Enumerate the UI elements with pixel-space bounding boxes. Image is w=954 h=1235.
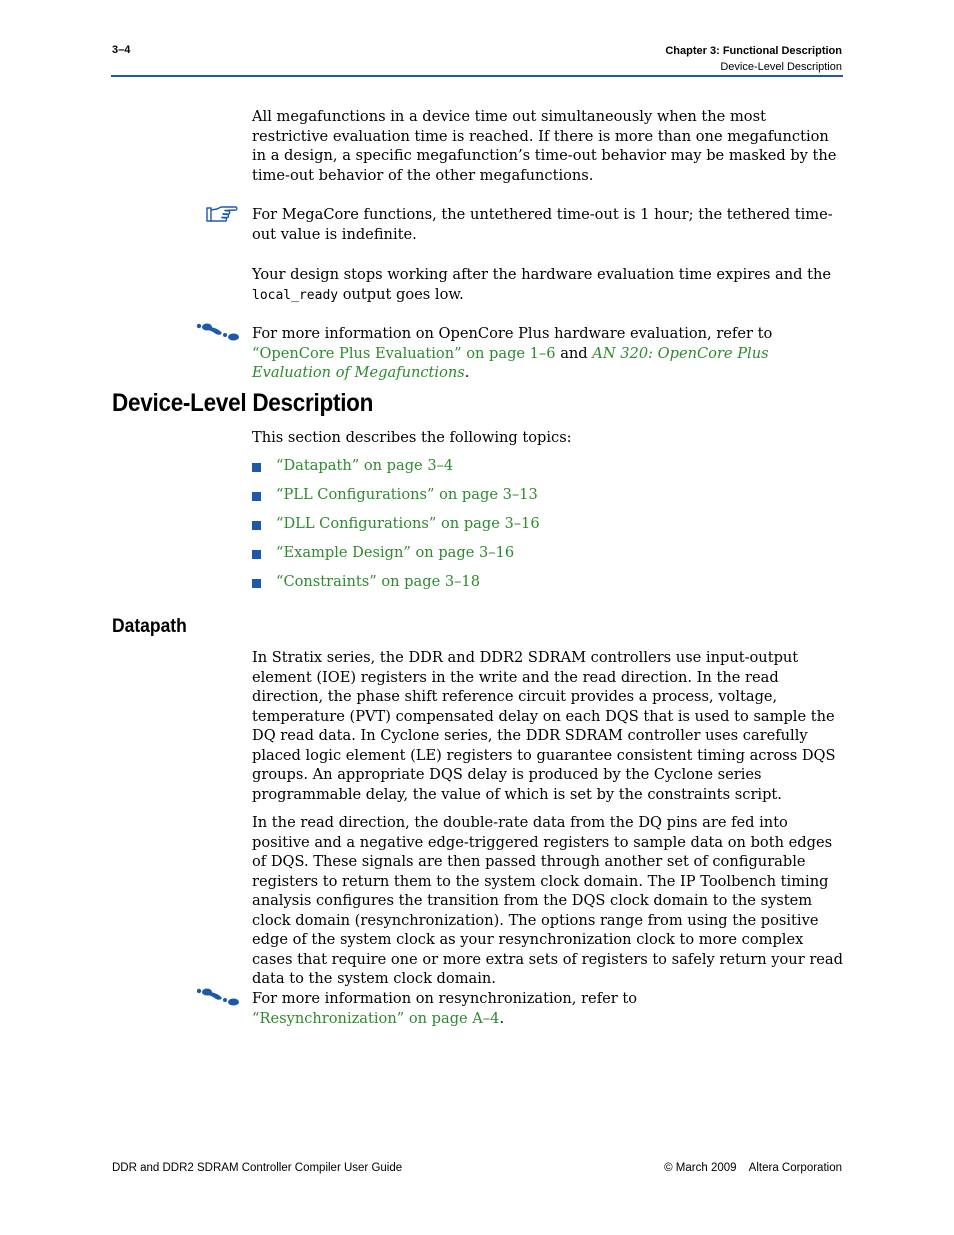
topics-lead-text: This section describes the following topics: (252, 429, 572, 446)
page-number: 3–4 (112, 44, 131, 56)
pointing-hand-icon (205, 205, 239, 223)
link-example-design[interactable]: “Example Design” on page 3–16 (276, 544, 515, 561)
topics-lead (252, 428, 844, 448)
bullet-square-icon (252, 463, 261, 472)
section-heading: Device-Level Description (112, 389, 374, 417)
datapath-text-2: In the read direction, the double-rate data from the DQ pins are fed into positive and a negative edge-triggered registers to sample data on both edges of DQS. These signals are then passed through another set of configurable registers to return them to the system clock domain. The IP Toolbench timing analysis configures the transition from the DQS clock domain to the system clock domain (resynchronization). The options range from using the positive edge of the system clock as your resynchronization clock to more complex cases that require one or more extra sets of registers to safely return your read data to the system clock domain. (252, 814, 843, 987)
datapath-text-1: In Stratix series, the DDR and DDR2 SDRAM controllers use input-output element (IOE) registers in the write and the read direction. In the read direction, the phase shift reference circuit provides a process, voltage, temperature (PVT) compensated delay on each DQS that is used to sample the DQ read data. In Cyclone series, the DDR SDRAM controller uses carefully placed logic element (LE) registers to guarantee consistent timing across DQS groups. An appropriate DQS delay is produced by the Cyclone series programmable delay, the value of which is set by the constraints script. (252, 649, 836, 803)
datapath-paragraph-1 (252, 648, 844, 804)
bullet-square-icon (252, 550, 261, 559)
timeout-paragraph (252, 265, 844, 305)
list-item (252, 457, 540, 486)
footprints-icon (196, 322, 240, 342)
more-info-text: For more information on OpenCore Plus hardware evaluation, refer to (252, 325, 773, 342)
running-header (665, 43, 842, 75)
chapter-title: Chapter 3: Functional Description (665, 45, 842, 57)
list-item (252, 573, 540, 602)
subsection-heading: Datapath (112, 616, 187, 637)
link-datapath[interactable]: “Datapath” on page 3–4 (276, 457, 454, 474)
link-an-320[interactable]: AN 320: OpenCore Plus Evaluation of Megafunctions (252, 344, 769, 381)
bullet-square-icon (252, 579, 261, 588)
link-constraints[interactable]: “Constraints” on page 3–18 (276, 573, 480, 590)
timeout-text: Your design stops working after the hardware evaluation time expires and the (252, 266, 832, 283)
note-text: For MegaCore functions, the untethered time-out is 1 hour; the tethered time-out value is indefinite. (252, 206, 833, 243)
link-dll-configurations[interactable]: “DLL Configurations” on page 3–16 (276, 515, 540, 532)
link-opencore-plus-evaluation[interactable]: “OpenCore Plus Evaluation” on page 1–6 (252, 344, 556, 362)
code-local-ready: local_ready (252, 287, 339, 303)
timeout-text-end: output goes low. (342, 285, 464, 303)
bullet-square-icon (252, 521, 261, 530)
resync-info-period: . (499, 1009, 505, 1027)
link-resynchronization[interactable]: “Resynchronization” on page A–4 (252, 1009, 500, 1027)
topics-list (252, 457, 540, 602)
note-paragraph (252, 205, 844, 244)
resync-info-paragraph (252, 989, 792, 1028)
more-info-paragraph (252, 324, 844, 383)
more-info-period: . (464, 364, 470, 381)
datapath-paragraph-2 (252, 813, 844, 989)
intro-text: All megafunctions in a device time out simultaneously when the most restrictive evaluation time is reached. If there is more than one megafunction in a design, a specific megafunction’s time-out behavior may be masked by the time-out behavior of the other megafunctions. (252, 108, 837, 184)
bullet-square-icon (252, 492, 261, 501)
footer-copyright: © March 2009 Altera Corporation (664, 1162, 842, 1174)
header-rule (111, 75, 843, 77)
list-item (252, 515, 540, 544)
link-pll-configurations[interactable]: “PLL Configurations” on page 3–13 (276, 486, 538, 503)
section-title: Device-Level Description (720, 61, 842, 73)
resync-info-text: For more information on resynchronization, refer to (252, 990, 638, 1007)
intro-paragraph (252, 107, 844, 185)
footer-document-title: DDR and DDR2 SDRAM Controller Compiler User Guide (112, 1162, 403, 1174)
list-item (252, 486, 540, 515)
list-item (252, 544, 540, 573)
more-info-and: and (555, 344, 593, 362)
footprints-icon (196, 987, 240, 1007)
